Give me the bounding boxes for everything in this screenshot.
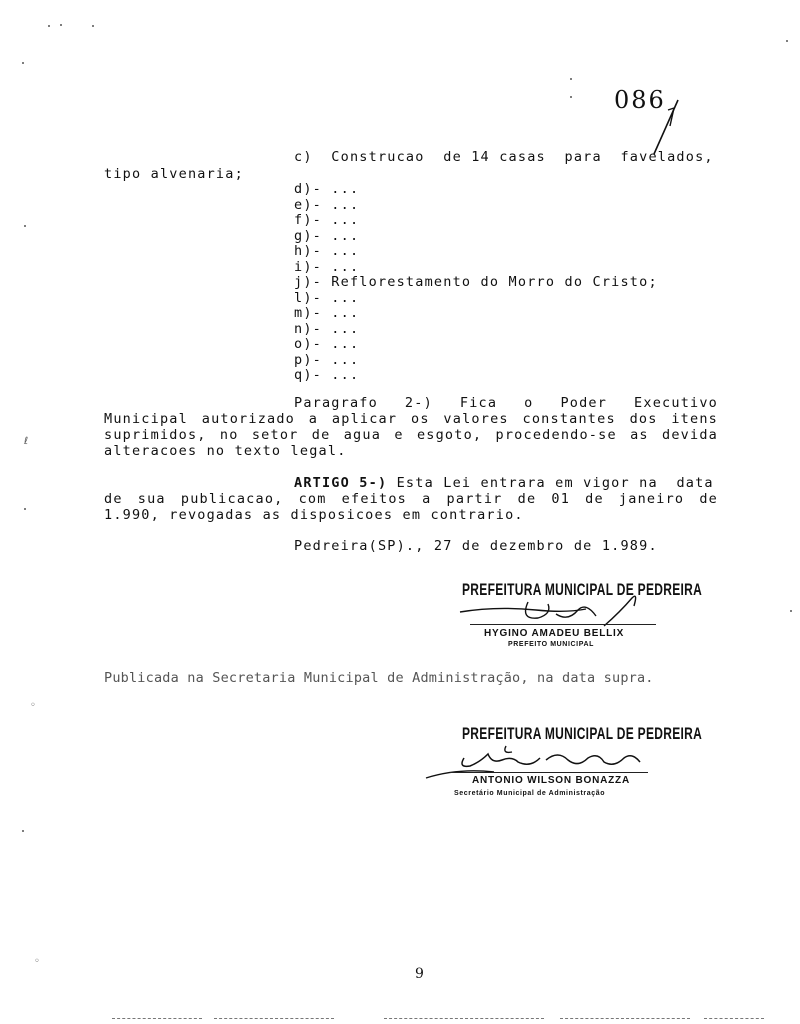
paragrafo-line4: alteracoes no texto legal. <box>104 443 347 459</box>
list-item: h)- ... <box>294 243 360 259</box>
scan-edge-dashes <box>384 1018 544 1020</box>
item-c-line2: tipo alvenaria; <box>104 166 244 182</box>
scan-mark: ◦ <box>30 700 36 711</box>
signature1-line <box>470 624 656 625</box>
scan-speck <box>22 62 24 64</box>
page-number: 9 <box>415 966 424 982</box>
list-item: i)- ... <box>294 259 360 275</box>
list-item: m)- ... <box>294 305 360 321</box>
scan-speck <box>60 24 62 26</box>
signature2-line <box>450 772 648 773</box>
scan-speck <box>570 78 572 80</box>
list-item: o)- ... <box>294 336 360 352</box>
list-item: f)- ... <box>294 212 360 228</box>
signature1-role: PREFEITO MUNICIPAL <box>508 641 594 648</box>
list-item: q)- ... <box>294 367 360 383</box>
paragrafo-line1: Paragrafo 2-) Fica o Poder Executivo <box>294 395 718 411</box>
list-item: p)- ... <box>294 352 360 368</box>
scan-speck <box>22 830 24 832</box>
list-item: e)- ... <box>294 197 360 213</box>
artigo-label: ARTIGO 5-) <box>294 475 388 491</box>
signature2-role: Secretário Municipal de Administração <box>454 790 606 797</box>
signature1-stamp: PREFEITURA MUNICIPAL DE PEDREIRA <box>462 580 703 599</box>
signature1-handwriting <box>456 592 656 628</box>
paragrafo-line2: Municipal autorizado a aplicar os valores constantes dos itens <box>104 411 718 427</box>
artigo-line3: 1.990, revogadas as disposicoes em contrario. <box>104 507 524 523</box>
scan-speck <box>48 25 50 27</box>
signature2-stamp: PREFEITURA MUNICIPAL DE PEDREIRA <box>462 724 703 743</box>
signature2-name: ANTONIO WILSON BONAZZA <box>472 775 630 786</box>
list-item: d)- ... <box>294 181 360 197</box>
scan-mark: ℓ <box>24 436 29 447</box>
scan-mark: ◦ <box>34 956 40 967</box>
list-item: n)- ... <box>294 321 360 337</box>
artigo-line1 <box>294 475 714 491</box>
scan-speck <box>786 40 788 42</box>
scan-edge-dashes <box>112 1018 202 1020</box>
date-line: Pedreira(SP)., 27 de dezembro de 1.989. <box>294 538 658 554</box>
scan-speck <box>92 25 94 27</box>
list-item: g)- ... <box>294 228 360 244</box>
scan-edge-dashes <box>214 1018 334 1020</box>
artigo-line1-text: Esta Lei entrara em vigor na data <box>387 475 714 491</box>
published-note: Publicada na Secretaria Municipal de Administração, na data supra. <box>104 670 654 686</box>
scan-edge-dashes <box>560 1018 690 1020</box>
artigo-line2: de sua publicacao, com efeitos a partir de 01 de janeiro de <box>104 491 718 507</box>
paragrafo-line3: suprimidos, no setor de agua e esgoto, procedendo-se as devida <box>104 427 718 443</box>
scan-speck <box>24 508 26 510</box>
scan-speck <box>570 96 572 98</box>
scan-speck <box>24 225 26 227</box>
list-item-reflorestamento: j)- Reflorestamento do Morro do Cristo; <box>294 274 658 290</box>
item-c-line1: c) Construcao de 14 casas para favelados, <box>294 149 714 165</box>
scan-speck <box>790 610 792 612</box>
signature1-name: HYGINO AMADEU BELLIX <box>484 628 625 639</box>
scan-edge-dashes <box>704 1018 764 1020</box>
folio-number: 086 <box>614 86 666 114</box>
list-item: l)- ... <box>294 290 360 306</box>
